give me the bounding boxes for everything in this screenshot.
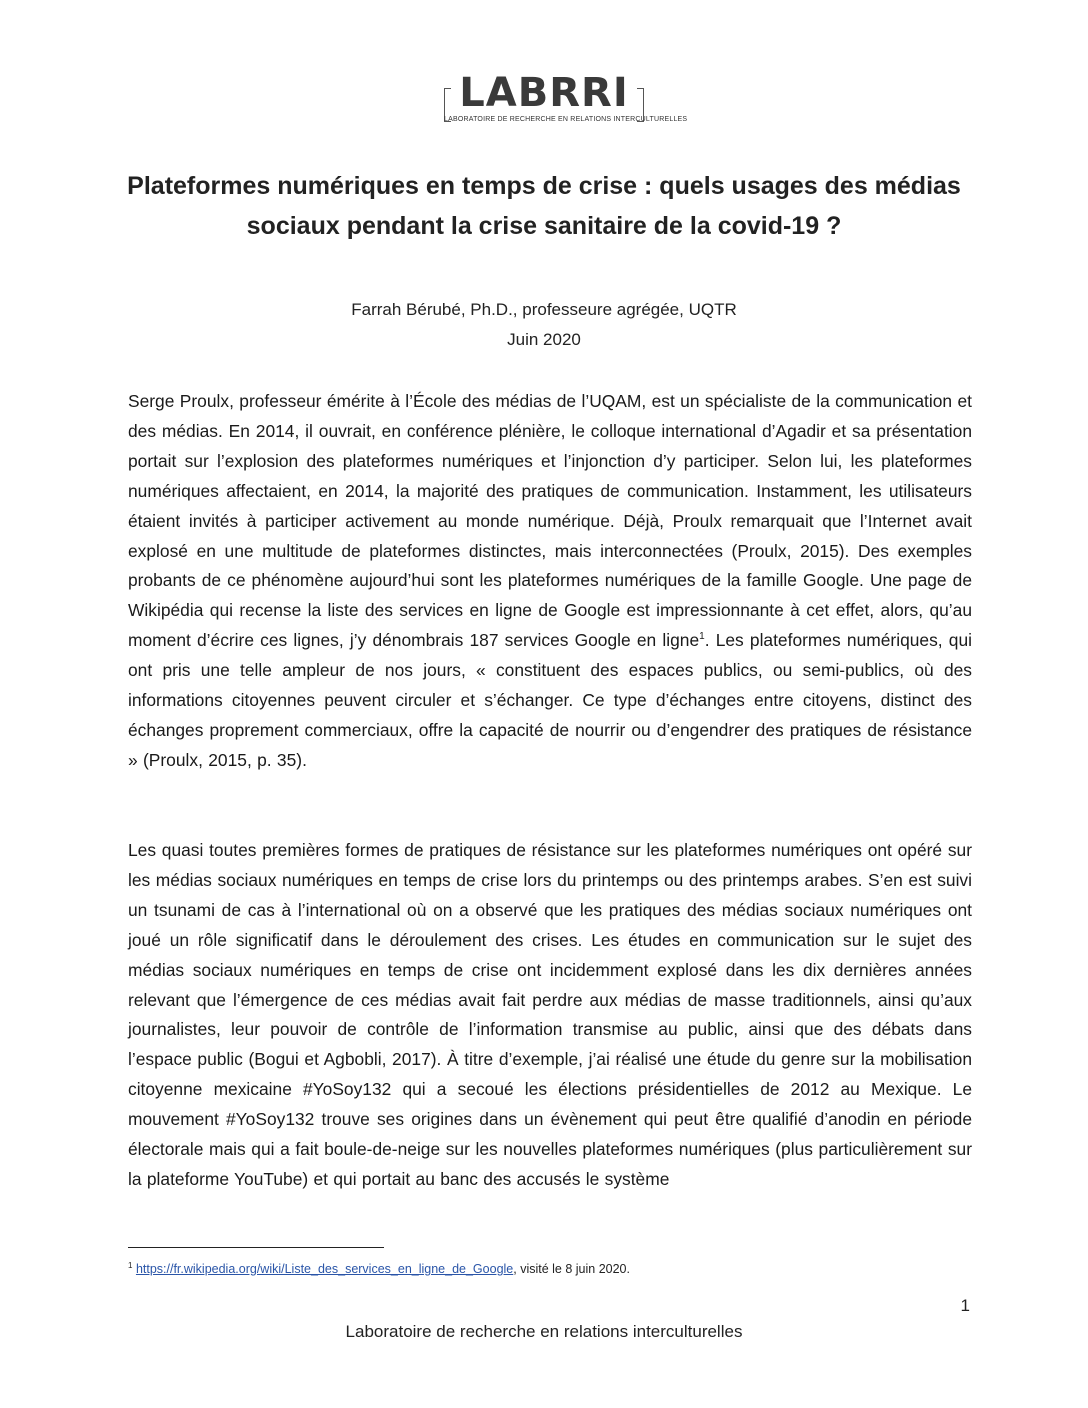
page-footer: Laboratoire de recherche en relations interculturelles: [345, 1322, 743, 1341]
footnote-reference[interactable]: 1: [699, 631, 705, 643]
labrri-logo: [444, 70, 688, 128]
footnote-number: 1: [128, 1260, 133, 1270]
date-line: Juin 2020: [507, 330, 581, 349]
page-number: 1: [960, 1296, 970, 1315]
footnote-link[interactable]: https://fr.wikipedia.org/wiki/Liste_des_services_en_ligne_de_Google: [135, 1262, 514, 1276]
author-line: Farrah Bérubé, Ph.D., professeure agrégée, UQTR: [351, 300, 737, 319]
paragraph-1-text-a: Serge Proulx, professeur émérite à l’École des médias de l’UQAM, est un spécialiste de la communication et des médias. En 2014, il ouvrait, en conférence plénière, le colloque international d’Agadir et sa présentation portait sur l’explosion des plateformes numériques et l’injonction d’y participer. Selon lui, les plateformes numériques affectaient, en 2014, la majorité des pratiques de communication. Instamment, les utilisateurs étaient invités à participer activement au monde numérique. Déjà, Proulx remarquait que l’Internet avait explosé en une multitude de plateformes distinctes, mais interconnectées (Proulx, 2015). Des exemples probants de ce phénomène aujourd’hui sont les plateformes numériques de la famille Google. Une page de Wikipédia qui recense la liste des services en ligne de Google est impressionnante à cet effet, alors, qu’au moment d’écrire ces lignes, j’y dénombrais 187 services Google en ligne: [128, 391, 972, 651]
paragraph-1-text-b: . Les plateformes numériques, qui ont pris une telle ampleur de nos jours, « constituent des espaces publics, ou semi-publics, où des informations citoyennes peuvent circuler et s’échanger. Ce type d’échanges entre citoyens, distinct des échanges proprement commerciaux, offre la capacité de nourrir ou d’engendrer des pratiques de résistance » (Proulx, 2015, p. 35).: [128, 630, 972, 770]
paragraph-1: [128, 387, 972, 776]
document-title: Plateformes numériques en temps de crise : quels usages des médias sociaux pendant la crise sanitaire de la covid-19 ?: [127, 172, 961, 240]
footnote-text: , visité le 8 juin 2020.: [513, 1262, 630, 1276]
logo-subtitle: LABORATOIRE DE RECHERCHE EN RELATIONS INTERCULTURELLES: [444, 116, 688, 123]
footnote: [128, 1262, 630, 1276]
footnote-separator: [128, 1247, 384, 1248]
paragraph-2: Les quasi toutes premières formes de pratiques de résistance sur les plateformes numériques ont opéré sur les médias sociaux numériques en temps de crise lors du printemps ou des printemps arabes. S’en est suivi un tsunami de cas à l’international où on a observé que les pratiques des médias sociaux numériques ont joué un rôle significatif dans le déroulement des crises. Les études en communication sur le sujet des médias sociaux numériques en temps de crise ont incidemment explosé dans les dix dernières années relevant que l’émergence de ces médias avait fait perdre aux médias de masse traditionnels, ainsi qu’aux journalistes, leur pouvoir de contrôle de l’information transmise au public, ainsi que des débats dans l’espace public (Bogui et Agbobli, 2017). À titre d’exemple, j’ai réalisé une étude du genre sur la mobilisation citoyenne mexicaine #YoSoy132 qui a secoué les élections présidentielles de 2012 au Mexique. Le mouvement #YoSoy132 trouve ses origines dans un évènement qui peut être qualifié d’anodin en période électorale mais qui a fait boule-de-neige sur les nouvelles plateformes numériques (plus particulièrement sur la plateforme YouTube) et qui portait au banc des accusés le système: [128, 840, 972, 1189]
logo-wordmark: LABRRI: [459, 70, 629, 116]
